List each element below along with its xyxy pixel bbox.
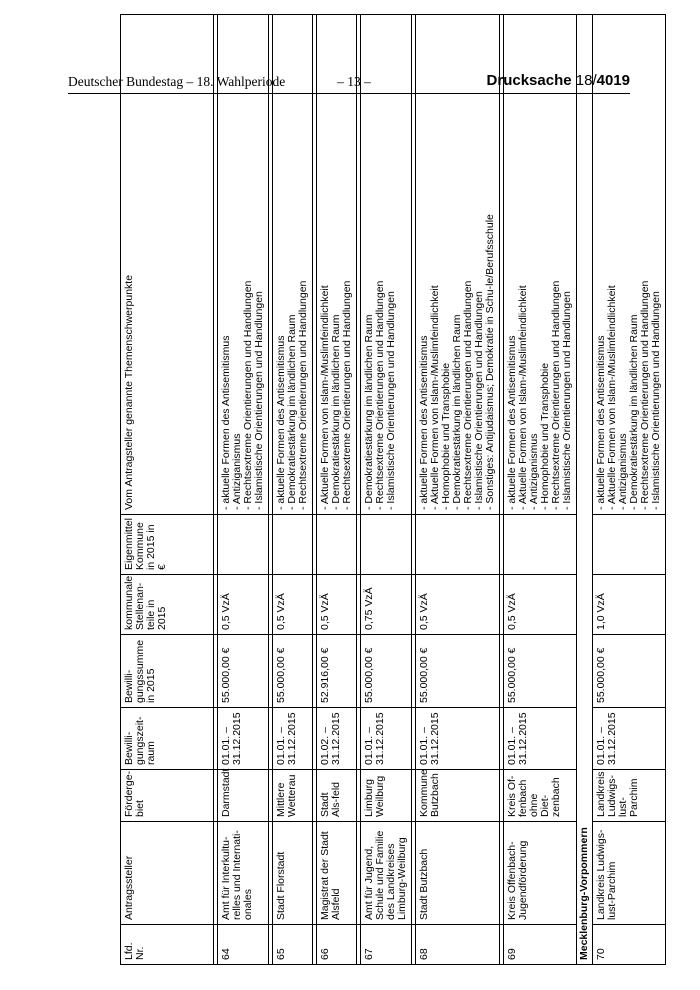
table-row: [593, 15, 666, 965]
table-row: [218, 15, 269, 965]
row-amount: 55.000,00 €: [593, 635, 666, 708]
topic-item: - Demokratiestärkung im ländlichen Raum: [451, 314, 463, 510]
topic-item: - Demokratiestärkung im ländlichen Raum: [286, 314, 298, 510]
header-publication: Deutscher Bundestag – 18. Wahlperiode: [68, 74, 286, 89]
row-period: 01.01. – 31.12.2015: [273, 708, 313, 770]
document-number-a: 18/: [575, 72, 597, 89]
table-header-row: [121, 15, 214, 965]
col-header-staff: kommunale Stellenan-teile in 2015: [121, 575, 214, 635]
topic-item: - Aktuelle Formen von Islam-/Muslimfeindlichkeit: [517, 285, 529, 510]
row-own-funds: [317, 515, 357, 575]
row-topics: [504, 15, 577, 515]
topic-item: - Rechtsextreme Orientierungen und Handlungen: [462, 280, 474, 510]
row-staff: 0,75 VzÄ: [361, 575, 412, 635]
topic-item: - Antiziganismus: [528, 433, 540, 510]
region-row: [577, 15, 593, 965]
row-period: 01.01. – 31.12.2015: [218, 708, 269, 770]
topic-item: - Antiziganismus: [231, 433, 243, 510]
table-row: [416, 15, 500, 965]
topic-item: - Rechtsextreme Orientierungen und Handlungen: [639, 280, 651, 510]
row-own-funds: [361, 515, 412, 575]
col-header-topics: Vom Antragsteller genannte Themenschwerpunkte: [121, 15, 214, 515]
row-own-funds: [273, 515, 313, 575]
topic-item: - Demokratiestärkung im ländlichen Raum: [363, 314, 375, 510]
table-row: [361, 15, 412, 965]
row-staff: 1,0 VzÄ: [593, 575, 666, 635]
row-applicant: Amt für Jugend, Schule und Familie des Landkreises Limburg-Weilburg: [361, 822, 412, 925]
row-amount: 55.000,00 €: [218, 635, 269, 708]
region-label: Mecklenburg-Vorpommern: [577, 15, 593, 965]
col-header-nr: Lfd. Nr.: [121, 925, 214, 965]
col-header-amount: Bewilli-gungssumme in 2015: [121, 635, 214, 708]
row-area: Darmstadt: [218, 770, 269, 822]
row-applicant: Magistrat der Stadt Alsfeld: [317, 822, 357, 925]
row-nr: 64: [218, 925, 269, 965]
topic-item: - Rechtsextreme Orientierungen und Handlungen: [550, 280, 562, 510]
row-area: Kommune Butzbach: [416, 770, 500, 822]
row-topics: [317, 15, 357, 515]
topic-item: - aktuelle Formen des Antisemitismus: [506, 335, 518, 510]
col-header-area: Förderge-biet: [121, 770, 214, 822]
row-staff: 0,5 VzÄ: [273, 575, 313, 635]
row-nr: 65: [273, 925, 313, 965]
row-area: Limburg Weilburg: [361, 770, 412, 822]
topic-item: - Aktuelle Formen von Islam-/Muslimfeindlichkeit: [429, 285, 441, 510]
document-number-b: 4019: [596, 72, 630, 89]
row-period: 01.02. – 31.12.2015: [317, 708, 357, 770]
funding-table: [120, 14, 666, 965]
topic-item: - Rechtsextreme Orientierungen und Handlungen: [242, 280, 254, 510]
topic-item: - Aktuelle Formen von Islam-/Muslimfeindlichkeit: [606, 285, 618, 510]
row-applicant: Amt für Interkultu-relles und Internati-onales: [218, 822, 269, 925]
row-applicant: Stadt Florstadt: [273, 822, 313, 925]
row-period: 01.01. – 31.12.2015: [504, 708, 577, 770]
row-area: Stadt Als-feld: [317, 770, 357, 822]
row-applicant: Stadt Butzbach: [416, 822, 500, 925]
row-own-funds: [218, 515, 269, 575]
topic-item: - aktuelle Formen des Antisemitismus: [275, 335, 287, 510]
topic-item: - Demokratiestärkung im ländlichen Raum: [330, 314, 342, 510]
topic-item: - aktuelle Formen des Antisemitismus: [220, 335, 232, 510]
topic-item: - Islamistische Orientierungen und Handlungen: [473, 291, 485, 510]
row-nr: 69: [504, 925, 577, 965]
table-row: [317, 15, 357, 965]
row-applicant: Kreis Offenbach-Jugendförderung: [504, 822, 577, 925]
row-period: 01.01. – 31.12.2015: [593, 708, 666, 770]
row-topics: [273, 15, 313, 515]
row-amount: 55.000,00 €: [273, 635, 313, 708]
topic-item: - Aktuelle Formen von Islam-/Muslimfeindlichkeit: [319, 285, 331, 510]
row-nr: 67: [361, 925, 412, 965]
row-staff: 0,5 VzÄ: [416, 575, 500, 635]
document-label: Drucksache: [486, 72, 572, 89]
row-amount: 52.916,00 €: [317, 635, 357, 708]
row-area: Kreis Of-fenbach ohne Diet-zenbach: [504, 770, 577, 822]
row-amount: 55.000,00 €: [361, 635, 412, 708]
topic-item: - Rechtsextreme Orientierungen und Handlungen: [297, 280, 309, 510]
row-period: 01.01. – 31.12.2015: [416, 708, 500, 770]
row-period: 01.01. – 31.12.2015: [361, 708, 412, 770]
col-header-applicant: Antragssteller: [121, 822, 214, 925]
row-own-funds: [593, 515, 666, 575]
row-topics: [361, 15, 412, 515]
row-staff: 0,5 VzÄ: [504, 575, 577, 635]
row-topics: [218, 15, 269, 515]
row-amount: 55.000,00 €: [416, 635, 500, 708]
table-row: [273, 15, 313, 965]
table-row: [504, 15, 577, 965]
row-topics: [416, 15, 500, 515]
row-topics: [593, 15, 666, 515]
topic-item: - Islamistische Orientierungen und Handlungen: [385, 291, 397, 510]
row-nr: 68: [416, 925, 500, 965]
topic-item: - aktuelle Formen des Antisemitismus: [595, 335, 607, 510]
row-nr: 66: [317, 925, 357, 965]
row-area: Landkreis Ludwigs-lust-Parchim: [593, 770, 666, 822]
topic-item: - Islamistische Orientierungen und Handlungen: [561, 291, 573, 510]
row-area: Mittlere Wetterau: [273, 770, 313, 822]
page-number: – 13 –: [337, 74, 371, 89]
row-staff: 0,5 VzÄ: [317, 575, 357, 635]
topic-item: - Antiziganismus: [617, 433, 629, 510]
topic-item: - aktuelle Formen des Antisemitismus: [418, 335, 430, 510]
rotated-table-area: [120, 115, 662, 965]
col-header-own-funds: Eigenmittel Kommune in 2015 in €: [121, 515, 214, 575]
row-applicant: Landkreis Ludwigs-lust-Parchim: [593, 822, 666, 925]
row-amount: 55.000,00 €: [504, 635, 577, 708]
topic-item: - Rechtsextreme Orientierungen und Handlungen: [374, 280, 386, 510]
topic-item: - Rechtsextreme Orientierungen und Handlungen: [341, 280, 353, 510]
row-own-funds: [504, 515, 577, 575]
topic-item: - Islamistische Orientierungen und Handlungen: [650, 291, 662, 510]
col-header-period: Bewilli-gungszeit-raum: [121, 708, 214, 770]
topic-item: - Sonstiges: Antijudaismus; Demokratie in Schu-le/Berufsschule: [484, 214, 496, 510]
row-nr: 70: [593, 925, 666, 965]
topic-item: - Homophobie und Transphobie: [440, 362, 452, 510]
topic-item: - Demokratiestärkung im ländlichen Raum: [628, 314, 640, 510]
topic-item: - Homophobie und Transphobie: [539, 362, 551, 510]
topic-item: - Islamistische Orientierungen und Handlungen: [253, 291, 265, 510]
row-staff: 0,5 VzÄ: [218, 575, 269, 635]
row-own-funds: [416, 515, 500, 575]
